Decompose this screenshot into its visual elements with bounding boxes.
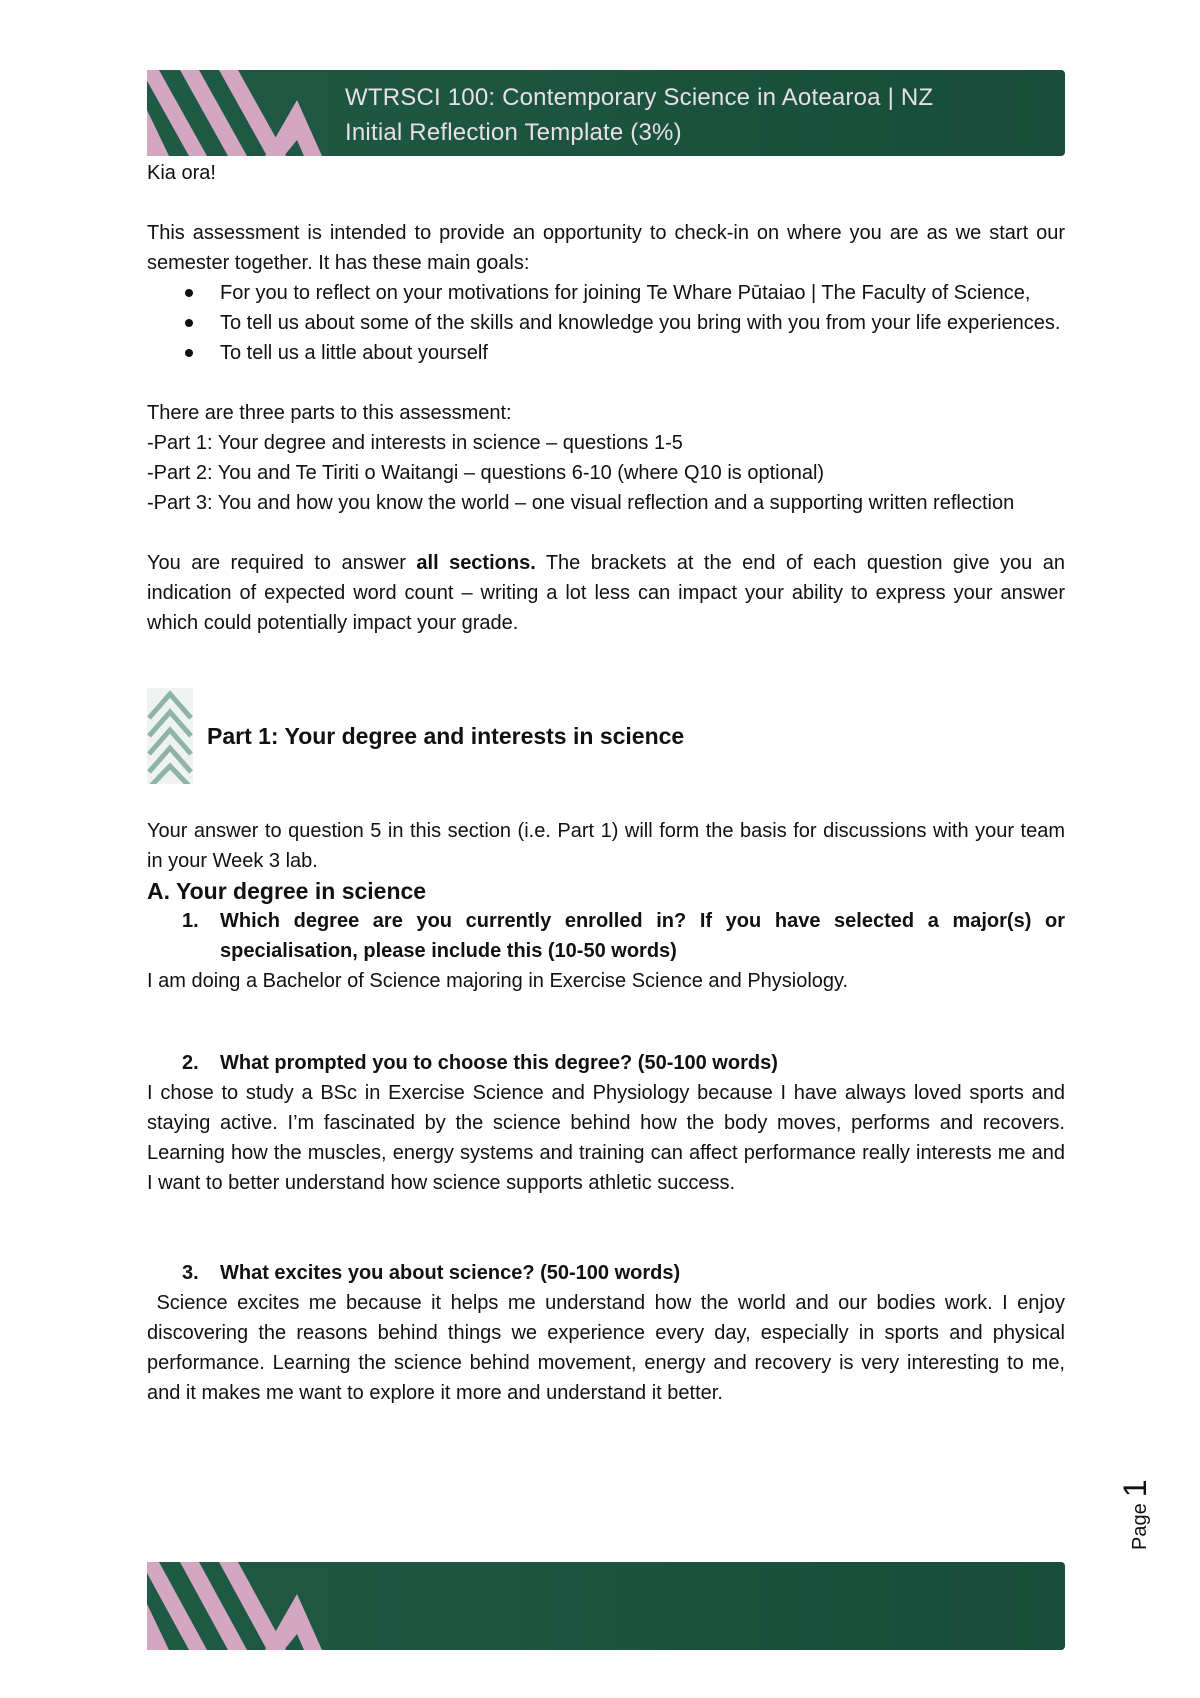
course-title: WTRSCI 100: Contemporary Science in Aotearoa | NZ	[345, 84, 934, 111]
requirements-paragraph	[147, 548, 1065, 638]
template-title: Initial Reflection Template (3%)	[345, 119, 682, 146]
footer-banner	[147, 1562, 1065, 1650]
requirements-suffix: The brackets at the end of each question give you an indication of expected word count – writing a lot less can impact your ability to express your answer which could potentially impact your grade.	[147, 552, 1065, 634]
answer-2: I chose to study a BSc in Exercise Science and Physiology because I have always loved sports and staying active. I’m fascinated by the science behind how the body moves, performs and recovers. Learning how the muscles, energy systems and training can affect performance really interests me and I want to better understand how science supports athletic success.	[147, 1082, 1065, 1194]
page-number-value: 1	[1117, 1479, 1153, 1498]
question-2	[147, 1048, 1065, 1078]
part-line: -Part 1: Your degree and interests in science – questions 1-5	[147, 432, 683, 454]
chevron-pattern-icon	[147, 688, 193, 784]
question-1	[147, 906, 1065, 966]
list-item: To tell us about some of the skills and knowledge you bring with you from your life experiences.	[220, 308, 1065, 338]
answer-1: I am doing a Bachelor of Science majoring in Exercise Science and Physiology.	[147, 970, 849, 992]
part1-title: Part 1: Your degree and interests in science	[207, 723, 685, 749]
part1-note: Your answer to question 5 in this section (i.e. Part 1) will form the basis for discussions with your team in your Week 3 lab.	[147, 820, 1065, 872]
page-number	[1117, 1479, 1197, 1550]
question-text: What prompted you to choose this degree? (50-100 words)	[220, 1052, 778, 1074]
greeting: Kia ora!	[147, 162, 216, 184]
part1-heading	[147, 686, 1065, 786]
intro-paragraph: This assessment is intended to provide an opportunity to check-in on where you are as we start our semester together. It has these main goals:	[147, 222, 1065, 274]
parts-intro: There are three parts to this assessment:	[147, 402, 512, 424]
question-number: 2.	[182, 1052, 199, 1074]
list-item: For you to reflect on your motivations for joining Te Whare Pūtaiao | The Faculty of Science,	[220, 278, 1065, 308]
stripes-decoration-icon	[147, 70, 347, 156]
part-line: -Part 3: You and how you know the world – one visual reflection and a supporting written reflection	[147, 492, 1015, 514]
stripes-decoration-icon	[147, 1562, 347, 1650]
header-banner	[147, 70, 1065, 156]
question-text: What excites you about science? (50-100 words)	[220, 1262, 681, 1284]
page-label: Page	[1129, 1503, 1151, 1550]
goals-list	[147, 278, 1065, 368]
part-line: -Part 2: You and Te Tiriti o Waitangi – questions 6-10 (where Q10 is optional)	[147, 462, 825, 484]
question-number: 3.	[182, 1262, 199, 1284]
requirements-prefix: You are required to answer	[147, 552, 417, 574]
document-body	[147, 158, 1071, 1408]
header-title-block	[345, 80, 933, 150]
question-text: Which degree are you currently enrolled in? If you have selected a major(s) or specialisation, please include this (10-50 words)	[220, 910, 1065, 962]
answer-3: Science excites me because it helps me understand how the world and our bodies work. I enjoy discovering the reasons behind things we experience every day, especially in sports and physical performance. Learning the science behind movement, energy and recovery is very interesting to me, and it makes me want to explore it more and understand it better.	[147, 1292, 1071, 1404]
question-3	[147, 1258, 1065, 1288]
requirements-bold: all sections.	[416, 552, 536, 574]
question-number: 1.	[182, 910, 199, 932]
list-item: To tell us a little about yourself	[220, 338, 1065, 368]
section-a-heading: A. Your degree in science	[147, 878, 427, 904]
